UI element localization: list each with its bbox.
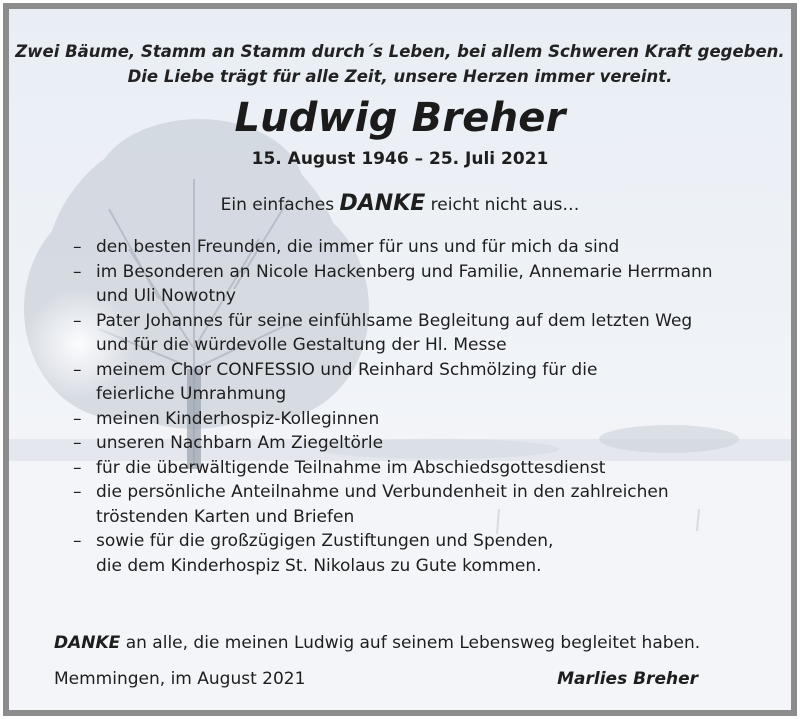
list-item-line: meinem Chor CONFESSIO und Reinhard Schmölzing für die: [96, 359, 598, 380]
list-item-line: tröstenden Karten und Briefen: [96, 506, 355, 527]
thanks-prefix: Ein einfaches: [220, 195, 335, 215]
dash-bullet: –: [73, 408, 82, 429]
list-item: [73, 407, 773, 432]
dash-bullet: –: [73, 261, 82, 282]
dash-bullet: –: [73, 531, 82, 551]
thanks-suffix: reicht nicht aus…: [430, 195, 580, 215]
motto-line-1: Zwei Bäume, Stamm an Stamm durch´s Leben, bei allem Schweren Kraft gegeben.: [15, 42, 785, 61]
list-item-line: und für die würdevolle Gestaltung der Hl. Messe: [96, 335, 507, 355]
thanks-heading: [9, 191, 791, 216]
list-item-line: feierliche Umrahmung: [96, 384, 287, 404]
dash-bullet: –: [73, 310, 82, 331]
obituary-card: [3, 3, 797, 716]
list-item-line: die persönliche Anteilnahme und Verbundenheit in den zahlreichen: [96, 482, 669, 502]
motto-line-2: Die Liebe trägt für alle Zeit, unsere Herzen immer vereint.: [127, 67, 673, 86]
list-item-line: im Besonderen an Nicole Hackenberg und Familie, Annemarie Herrmann: [96, 261, 713, 282]
list-item: [73, 431, 773, 456]
closing-line: [54, 633, 700, 653]
list-item-line: sowie für die großzügigen Zustiftungen und Spenden,: [96, 531, 554, 551]
list-item: [73, 529, 773, 578]
dash-bullet: –: [73, 482, 82, 502]
list-item-line: für die überwältigende Teilnahme im Abschiedsgottesdienst: [96, 457, 606, 478]
obituary-content: [9, 9, 791, 710]
list-item: [73, 260, 773, 309]
list-item: [73, 309, 773, 358]
life-dates: 15. August 1946 – 25. Juli 2021: [251, 149, 549, 169]
dash-bullet: –: [73, 237, 82, 257]
list-item-line: Pater Johannes für seine einfühlsame Begleitung auf dem letzten Weg: [96, 310, 693, 331]
closing-emphasis: DANKE: [54, 633, 121, 653]
dash-bullet: –: [73, 359, 82, 380]
dash-bullet: –: [73, 433, 82, 453]
list-item-line: und Uli Nowotny: [96, 286, 236, 306]
place-and-date: Memmingen, im August 2021: [54, 669, 306, 689]
list-item-line: den besten Freunden, die immer für uns und für mich da sind: [96, 237, 620, 257]
thanks-emphasis: DANKE: [339, 191, 426, 216]
list-item-line: unseren Nachbarn Am Ziegeltörle: [96, 433, 384, 453]
list-item: [73, 480, 773, 529]
list-item: [73, 456, 773, 481]
gratitude-list: [73, 235, 773, 578]
closing-text: an alle, die meinen Ludwig auf seinem Lebensweg begleitet haben.: [125, 633, 701, 653]
list-item-line: meinen Kinderhospiz-Kolleginnen: [96, 408, 380, 429]
deceased-name: Ludwig Breher: [234, 95, 566, 141]
list-item: [73, 358, 773, 407]
list-item-line: die dem Kinderhospiz St. Nikolaus zu Gute kommen.: [96, 555, 542, 576]
list-item: [73, 235, 773, 260]
signature: Marlies Breher: [557, 669, 698, 689]
dash-bullet: –: [73, 457, 82, 478]
